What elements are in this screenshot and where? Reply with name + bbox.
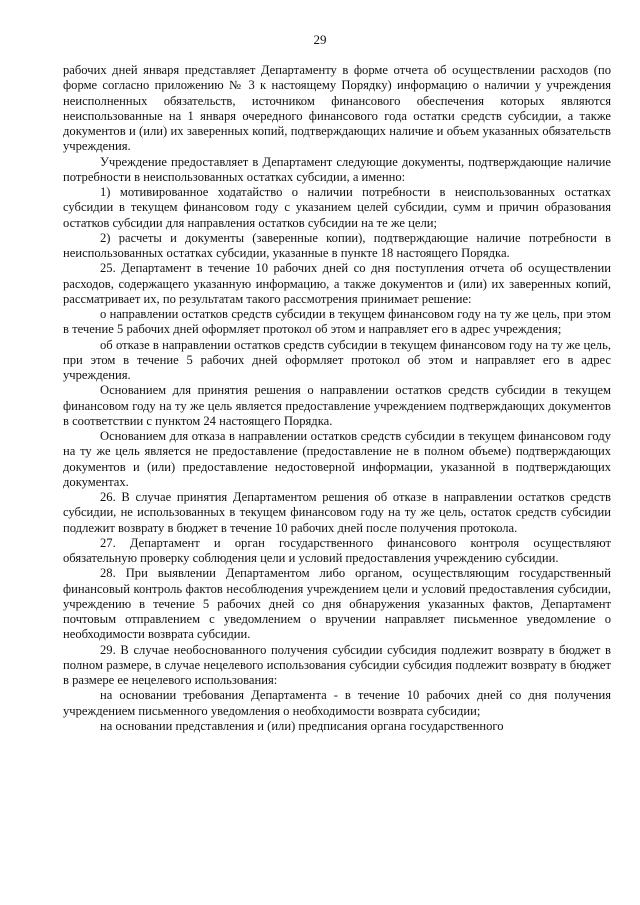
paragraph-continuation: рабочих дней января представляет Департаменту в форме отчета об осуществлении расходов (по форме согласно приложению № 3 к настоящему Порядку) информацию о наличии у учреждения неисполненных обязательств, источником финансового обеспечения которых являются неиспользованные на 1 января очередного финансового года остатки средств субсидии, а также документов и (или) их заверенных копий, подтверждающих наличие и объем указанных обязательств учреждения. [63,63,611,154]
clause-28: 28. При выявлении Департаментом либо органом, осуществляющим государственный финансовый контроль фактов несоблюдения учреждением цели и условий предоставления субсидии, учреждению в течение 5 рабочих дней со дня обнаружения указанных фактов, Департамент почтовым отправлением с уведомлением о вручении направляет письменное уведомление о необходимости возврата субсидии. [63,566,611,642]
clause-25: 25. Департамент в течение 10 рабочих дней со дня поступления отчета об осуществлении расходов, содержащего указанную информацию, а также документов и (или) их заверенных копий, рассматривает их, по результатам такого рассмотрения принимает решение: [63,261,611,306]
paragraph: на основании требования Департамента - в течение 10 рабочих дней со дня получения учреждением письменного уведомления о необходимости возврата субсидии; [63,688,611,718]
paragraph: об отказе в направлении остатков средств субсидии в текущем финансовом году на ту же цель, при этом в течение 5 рабочих дней оформляет протокол об этом и направляет его в адрес учреждения. [63,337,611,382]
paragraph: на основании представления и (или) предписания органа государственного [100,718,504,733]
paragraph: Основанием для отказа в направлении остатков средств субсидии в текущем финансовом году на ту же цель является не предоставление (предоставление не в полном объеме) подтверждающих документов и (или) предоставление недостоверной информации, указанной в подтверждающих документах. [63,429,611,489]
paragraph: Учреждение предоставляет в Департамент следующие документы, подтверждающие наличие потребности в неиспользованных остатках субсидии, а именно: [63,154,611,184]
document-body [63,63,611,734]
paragraph: Основанием для принятия решения о направлении остатков средств субсидии в текущем финансовом году на ту же цель является предоставление учреждением подтверждающих документов в соответствии с пунктом 24 настоящего Порядка. [63,383,611,428]
clause-29: 29. В случае необоснованного получения субсидии субсидия подлежит возврату в бюджет в полном размере, в случае нецелевого использования субсидии субсидия подлежит возврату в бюджет в размере ее нецелевого использования: [63,642,611,687]
list-item: 2) расчеты и документы (заверенные копии), подтверждающие наличие потребности в неиспользованных остатках субсидии, указанные в пункте 18 настоящего Порядка. [63,230,611,260]
paragraph: о направлении остатков средств субсидии в текущем финансовом году на ту же цель, при этом в течение 5 рабочих дней оформляет протокол об этом и направляет его в адрес учреждения; [63,307,611,337]
list-item: 1) мотивированное ходатайство о наличии потребности в неиспользованных остатках субсидии в текущем финансовом году с указанием целей субсидии, сумм и причин образования остатков субсидии для направления остатков субсидии на те же цели; [63,185,611,230]
page-number: 29 [313,32,327,47]
clause-26: 26. В случае принятия Департаментом решения об отказе в направлении остатков средств субсидии, не использованных в текущем финансовом году на ту же цель, остаток средств субсидии подлежит возврату в бюджет в течение 10 рабочих дней после получения протокола. [63,490,611,535]
clause-27: 27. Департамент и орган государственного финансового контроля осуществляют обязательную проверку соблюдения цели и условий предоставления учреждению субсидии. [63,535,611,565]
